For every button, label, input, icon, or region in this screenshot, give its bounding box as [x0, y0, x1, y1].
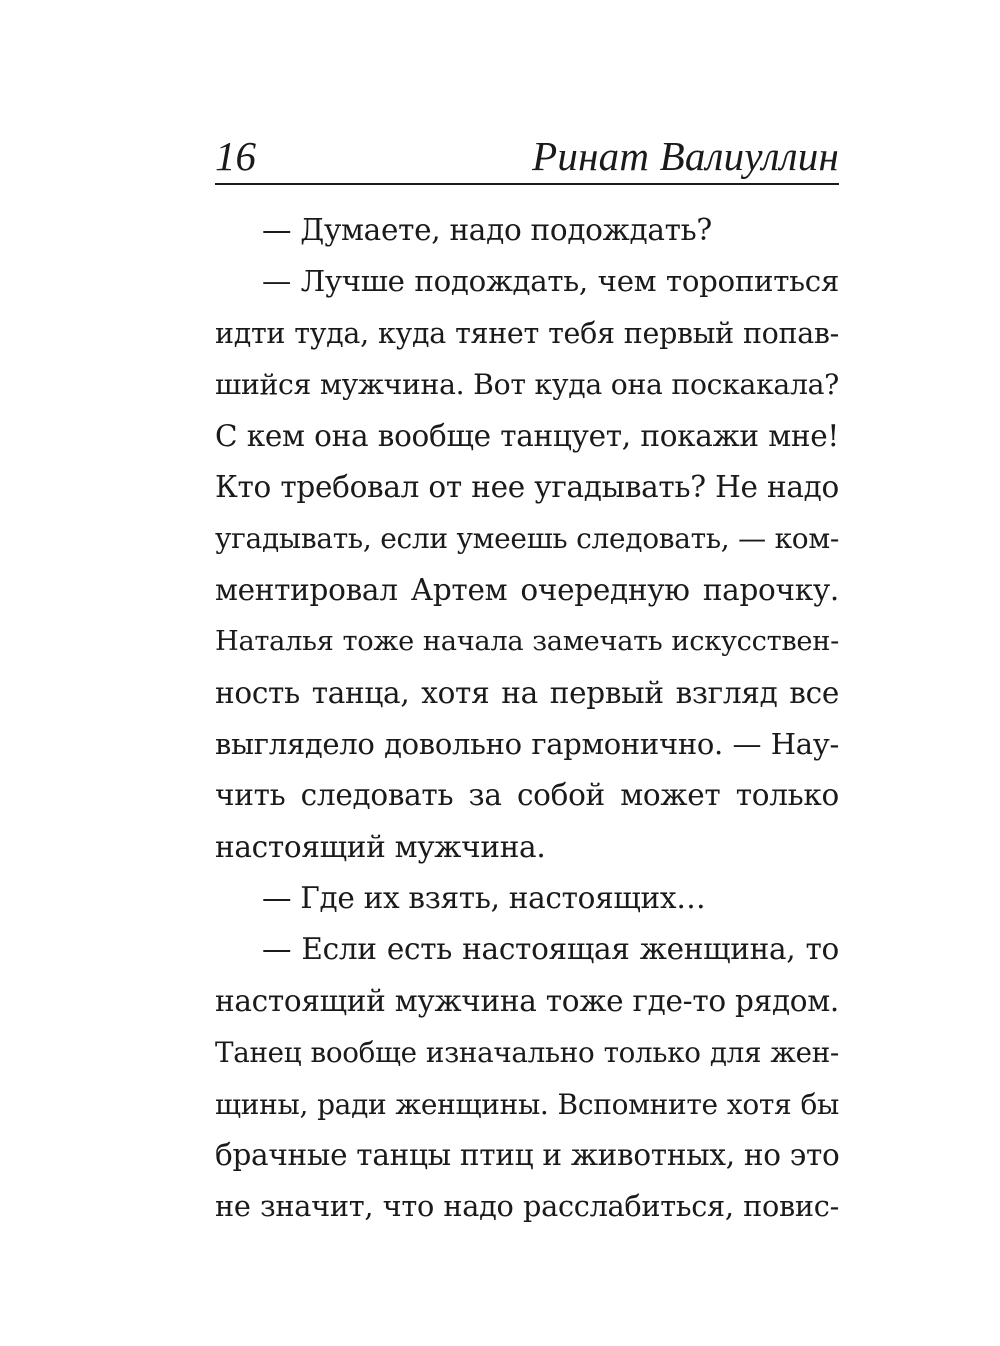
text-line: настоящий мужчина тоже где-то рядом.	[215, 983, 839, 1018]
text-line: С кем она вообще танцует, покажи мне!	[215, 418, 839, 453]
body-text	[215, 205, 839, 1233]
text-line: Наталья тоже начала замечать искусствен-	[215, 626, 839, 658]
text-line: настоящий мужчина.	[215, 829, 546, 864]
text-line: — Если есть настоящая женщина, то	[262, 932, 839, 967]
text-line: Танец вообще изначально только для жен-	[215, 1036, 839, 1070]
text-line: брачные танцы птиц и животных, но это	[215, 1138, 840, 1173]
page-number: 16	[215, 133, 256, 179]
text-line: ментировал Артем очередную парочку.	[215, 572, 839, 607]
text-line: ность танца, хотя на первый взгляд все	[215, 675, 839, 710]
book-page	[215, 0, 839, 1346]
text-line: — Думаете, надо подождать?	[262, 213, 712, 247]
text-line: щины, ради женщины. Вспомните хотя бы	[215, 1087, 839, 1121]
text-line: выглядело довольно гармонично. — Нау-	[215, 726, 839, 761]
text-line: угадывать, если умеешь следовать, — ком-	[215, 522, 839, 556]
text-line: — Где их взять, настоящих…	[262, 881, 706, 916]
text-line: Кто требовал от нее угадывать? Не надо	[215, 469, 839, 504]
header-rule	[215, 183, 839, 185]
page-header	[215, 128, 839, 184]
text-line: шийся мужчина. Вот куда она поскакала?	[215, 368, 839, 402]
running-head-author: Ринат Валиуллин	[532, 133, 839, 179]
text-line: идти туда, куда тянет тебя первый попав-	[215, 316, 839, 350]
text-line: не значит, что надо расслабиться, повис-	[215, 1189, 839, 1224]
text-line: чить следовать за собой может только	[215, 778, 839, 813]
text-line: — Лучше подождать, чем торопиться	[262, 264, 839, 299]
